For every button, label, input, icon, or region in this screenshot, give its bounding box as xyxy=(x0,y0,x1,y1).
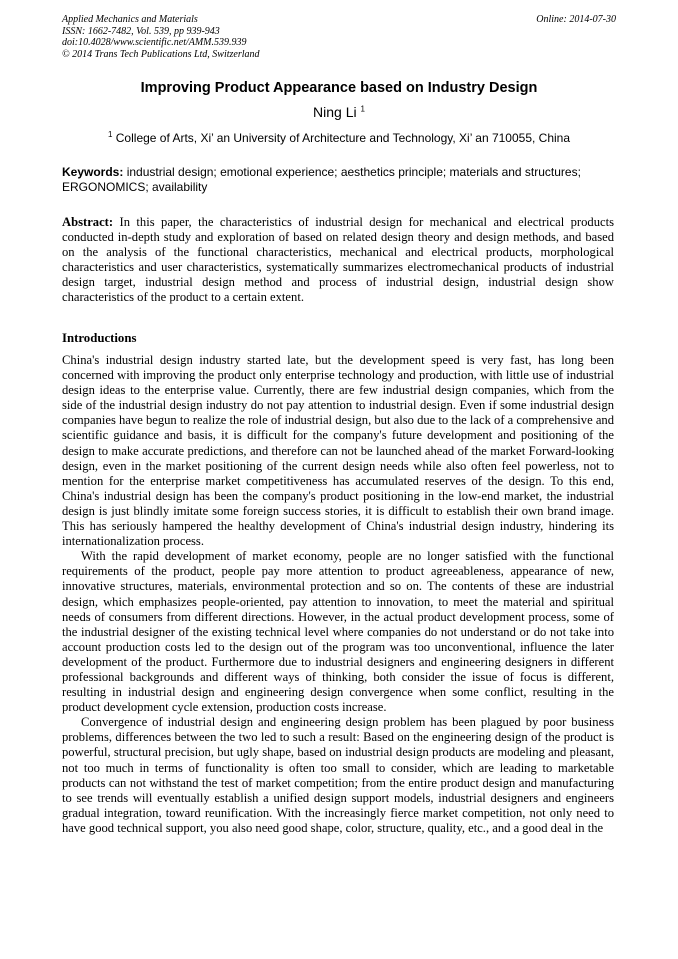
keywords-block xyxy=(62,165,614,195)
copyright-line: © 2014 Trans Tech Publications Ltd, Switzerland xyxy=(62,48,260,60)
issn-line: ISSN: 1662-7482, Vol. 539, pp 939-943 xyxy=(62,25,220,37)
abstract-block xyxy=(62,215,614,306)
journal-name: Applied Mechanics and Materials xyxy=(62,14,198,25)
author-superscript: 1 xyxy=(360,104,365,114)
affiliation-line xyxy=(0,131,678,145)
intro-paragraph: Convergence of industrial design and engineering design problem has been plagued by poor business problems, differences between the two led to such a result: Based on the engineering design of the product is powerful, structural precision, but ugly shape, based on industrial design products are modeling and pleasant, not too much in terms of functionality is often too small to consider, which are leading to marketable products can not withstand the test of market competition; from the entire product design and manufacturing to see trends will eventually establish a unified design support models, industrial designers and engineers gradual integration, toward reunification. With the increasingly fierce market competition, not only need to have good technical support, you also need good shape, color, structure, quality, etc., and a good deal in the xyxy=(62,715,614,835)
affiliation-superscript: 1 xyxy=(107,130,113,139)
keywords-text: industrial design; emotional experience; aesthetics principle; materials and structures; ERGONOMICS; availability xyxy=(62,165,581,194)
affiliation-text: College of Arts, Xi’ an University of Architecture and Technology, Xi’ an 710055, China xyxy=(115,131,571,145)
introduction-body xyxy=(62,353,614,836)
journal-header xyxy=(62,14,616,60)
doi-line: doi:10.4028/www.scientific.net/AMM.539.939 xyxy=(62,37,247,48)
intro-paragraph: With the rapid development of market economy, people are no longer satisfied with the functional requirements of the product, people pay more attention to product agreeableness, appearance of new, innovative structures, materials, environmental protection and so on. The contents of these are industrial design, which emphasizes people-oriented, pay attention to innovation, to meet the material and spiritual needs of consumers from different directions. However, in the actual product development process, some of the industrial designer of the existing technical level where companies do not understand or do not take into account production costs led to the design out of the program was too unconventional, influence the later development of the product. Furthermore due to industrial designers and engineering designers in different professional backgrounds and different ways of thinking, both consider the issue of focus is different, resulting in industrial design and engineering design convergence when some conflict, resulting in the product development cycle extension, production costs increase. xyxy=(62,549,614,715)
author-name: Ning Li xyxy=(313,104,357,120)
abstract-label: Abstract: xyxy=(62,215,114,229)
intro-paragraph: China's industrial design industry started late, but the development speed is very fast, has long been concerned with improving the product only enterprise technology and production, with little use of industrial design ideas to the enterprise value. Currently, there are few industrial design companies, which from the side of the industrial design industry do not pay attention to industrial design. Even if some industrial design companies have begun to realize the role of industrial design, but also due to the lack of a comprehensive and scientific guidance and basis, it is difficult for the company's future development and positioning of the design to make accurate predictions, and therefore can not be launched ahead of the market Forward-looking design, even in the market positioning of the current design needs while also often feel powerless, not to mention for the enterprise market competitiveness has accumulated reserves of the design. To this end, China's industrial design has been the company's product positioning in the low-end market, the industrial design is just blindly imitate some foreign success stories, it is difficult to establish their own brand image. This has seriously hampered the healthy development of China's industrial design industry, hindering its internationalization process. xyxy=(62,353,614,549)
paper-title: Improving Product Appearance based on Industry Design xyxy=(140,80,538,96)
keywords-label: Keywords: xyxy=(62,165,124,179)
section-heading-introductions: Introductions xyxy=(62,331,137,345)
author-line xyxy=(0,104,678,120)
abstract-text: In this paper, the characteristics of industrial design for mechanical and electrical products conducted in-depth study and exploration of based on related design theory and design methods, and based on the analysis of the functional characteristics, mechanical and electrical products, morphological characteristics and user characteristics, systematically summarizes electromechanical products of industrial design target, industrial design method and process of industrial design, industrial design show characteristics of the product to a certain extent. xyxy=(62,215,615,305)
online-date: Online: 2014-07-30 xyxy=(536,14,616,25)
